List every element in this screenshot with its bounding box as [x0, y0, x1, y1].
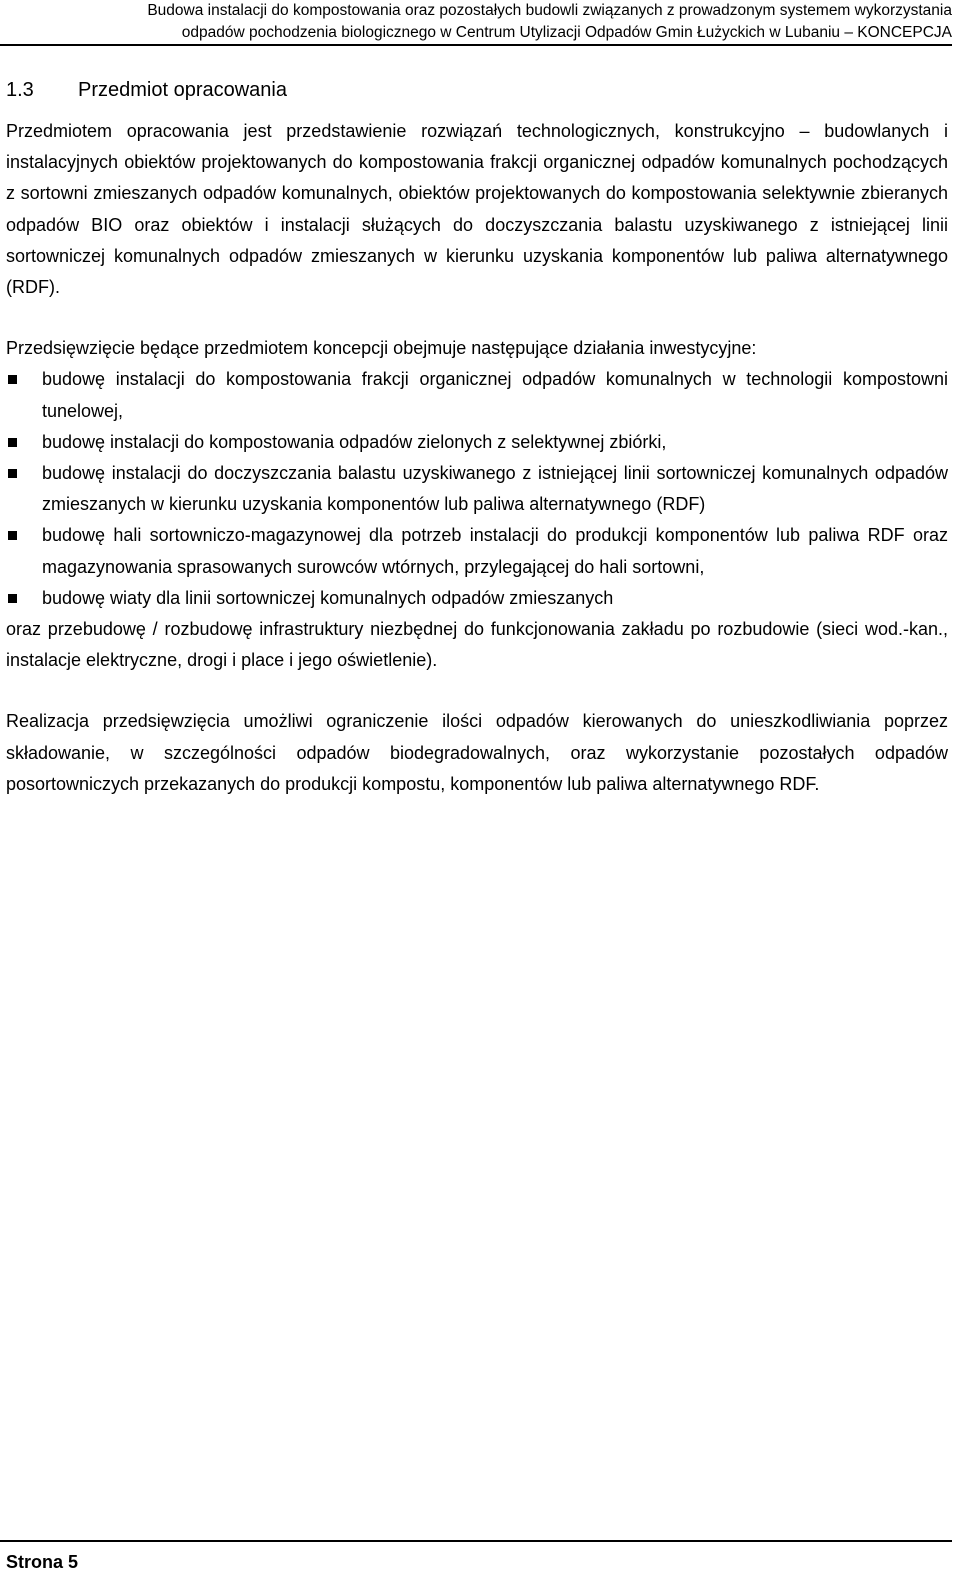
list-item-text: budowę hali sortowniczo-magazynowej dla potrzeb instalacji do produkcji komponentów lub paliwa RDF oraz magazynowania sprasowanych surowców wtórnych, przylegającej do hali sortowni, [42, 525, 948, 577]
list-item [6, 427, 948, 458]
header-line-1: Budowa instalacji do kompostowania oraz pozostałych budowli związanych z prowadzonym systemem wykorzystania [147, 2, 952, 19]
list-item-text: budowę instalacji do kompostowania frakcji organicznej odpadów komunalnych w technologii kompostowni tunelowej, [42, 369, 948, 421]
paragraph-subject: Przedmiotem opracowania jest przedstawienie rozwiązań technologicznych, konstrukcyjno – budowlanych i instalacyjnych obiektów projektowanych do kompostowania frakcji organicznej odpadów komunalnych pochodzących z sortowni zmieszanych odpadów komunalnych, obiektów projektowanych do kompostowania selektywnie zbieranych odpadów BIO oraz obiektów i instalacji służących do doczyszczania balastu uzyskiwanego z istniejącej linii sortowniczej komunalnych odpadów zmieszanych w kierunku uzyskania komponentów lub paliwa alternatywnego (RDF). [6, 121, 948, 298]
square-bullet-icon [8, 594, 17, 603]
list-item [6, 583, 948, 614]
section-heading [6, 76, 948, 104]
section-number: 1.3 [6, 79, 34, 101]
list-item-text: budowę instalacji do kompostowania odpadów zielonych z selektywnej zbiórki, [42, 431, 667, 452]
document-content [6, 76, 948, 800]
paragraph-infrastructure: oraz przebudowę / rozbudowę infrastruktury niezbędnej do funkcjonowania zakładu po rozbudowie (sieci wod.-kan., instalacje elektryczne, drogi i place i jego oświetlenie). [6, 619, 948, 671]
square-bullet-icon [8, 469, 17, 478]
list-item [6, 520, 948, 582]
list-item-text: budowę instalacji do doczyszczania balastu uzyskiwanego z istniejącej linii sortowniczej komunalnych odpadów zmieszanych w kierunku uzyskania komponentów lub paliwa alternatywnego (RDF) [42, 463, 948, 515]
list-item [6, 458, 948, 520]
running-header [0, 0, 952, 46]
header-line-2: odpadów pochodzenia biologicznego w Centrum Utylizacji Odpadów Gmin Łużyckich w Lubaniu – KONCEPCJA [181, 24, 952, 41]
list-item [6, 364, 948, 426]
paragraph-outcome: Realizacja przedsięwzięcia umożliwi ograniczenie ilości odpadów kierowanych do unieszkodliwiania poprzez składowanie, w szczególności odpadów biodegradowalnych, oraz wykorzystanie pozostałych odpadów posortowniczych przekazanych do produkcji kompostu, komponentów lub paliwa alternatywnego RDF. [6, 711, 948, 794]
square-bullet-icon [8, 375, 17, 384]
paragraph-scope-intro: Przedsięwzięcie będące przedmiotem koncepcji obejmuje następujące działania inwestycyjne: [6, 338, 757, 359]
investment-list [6, 364, 948, 614]
page-footer [0, 1540, 952, 1574]
square-bullet-icon [8, 531, 17, 540]
section-title: Przedmiot opracowania [78, 79, 287, 101]
list-item-text: budowę wiaty dla linii sortowniczej komunalnych odpadów zmieszanych [42, 587, 614, 608]
page-number: Strona 5 [6, 1552, 79, 1572]
square-bullet-icon [8, 438, 17, 447]
